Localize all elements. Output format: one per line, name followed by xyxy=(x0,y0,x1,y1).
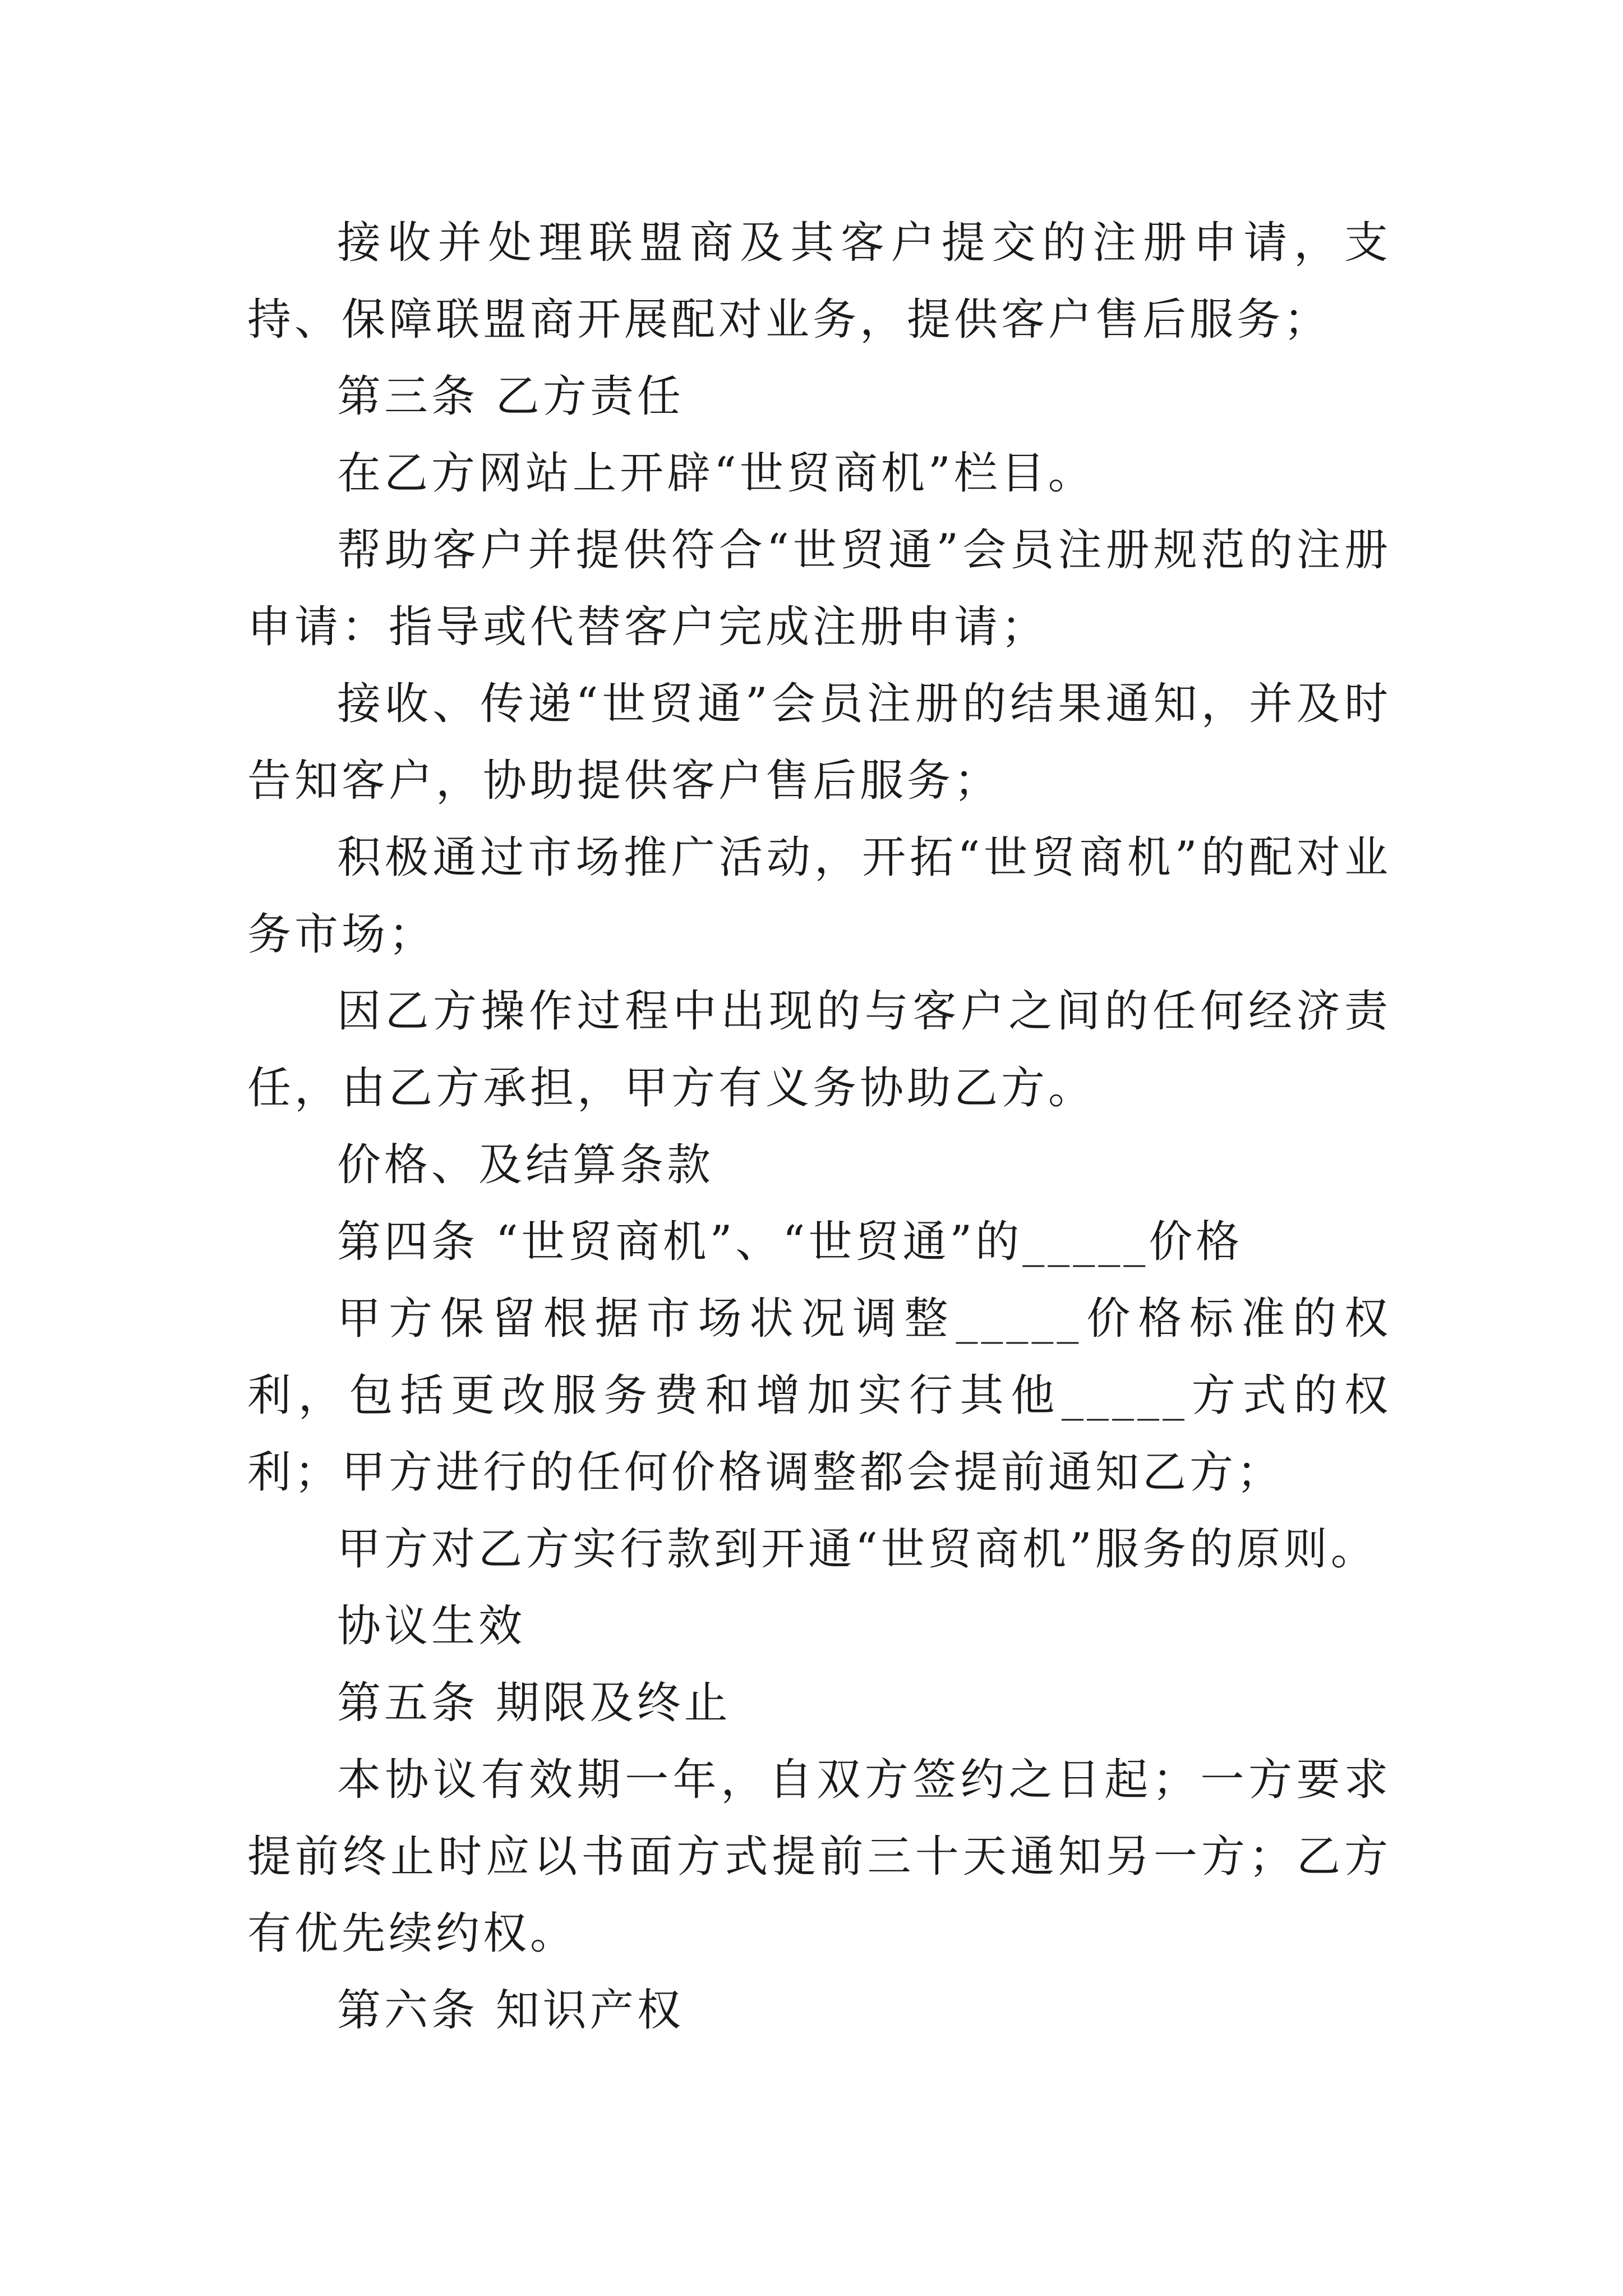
heading-article-5: 第五条 期限及终止 xyxy=(337,1678,731,1728)
heading-article-6: 第六条 知识产权 xyxy=(337,1985,684,2036)
heading-article-4: 第四条 “世贸商机”、“世贸通”的_____价格 xyxy=(337,1217,1243,1267)
heading-effective: 协议生效 xyxy=(337,1601,526,1651)
paragraph-liability: 因乙方操作过程中出现的与客户之间的任何经济责任，由乙方承担，甲方有义务协助乙方。 xyxy=(247,986,1391,1114)
paragraph-payment-principle: 甲方对乙方实行款到开通“世贸商机”服务的原则。 xyxy=(337,1524,1378,1575)
paragraph-registration: 接收并处理联盟商及其客户提交的注册申请，支持、保障联盟商开展配对业务，提供客户售后服务； xyxy=(247,218,1391,345)
paragraph-column: 在乙方网站上开辟“世贸商机”栏目。 xyxy=(337,448,1095,499)
paragraph-help-customer: 帮助客户并提供符合“世贸通”会员注册规范的注册申请：指导或代替客户完成注册申请； xyxy=(247,525,1391,652)
heading-article-3: 第三条 乙方责任 xyxy=(337,371,684,422)
paragraph-marketing: 积极通过市场推广活动，开拓“世贸商机”的配对业务市场； xyxy=(247,832,1391,960)
document-body xyxy=(247,205,1391,2049)
paragraph-notification: 接收、传递“世贸通”会员注册的结果通知，并及时告知客户，协助提供客户售后服务； xyxy=(247,679,1391,806)
heading-price-settlement: 价格、及结算条款 xyxy=(337,1140,714,1190)
paragraph-term: 本协议有效期一年，自双方签约之日起；一方要求提前终止时应以书面方式提前三十天通知另一方；乙方有优先续约权。 xyxy=(247,1755,1391,1959)
paragraph-price-adjust: 甲方保留根据市场状况调整_____价格标准的权利，包括更改服务费和增加实行其他_____方式的权利；甲方进行的任何价格调整都会提前通知乙方； xyxy=(247,1294,1391,1498)
